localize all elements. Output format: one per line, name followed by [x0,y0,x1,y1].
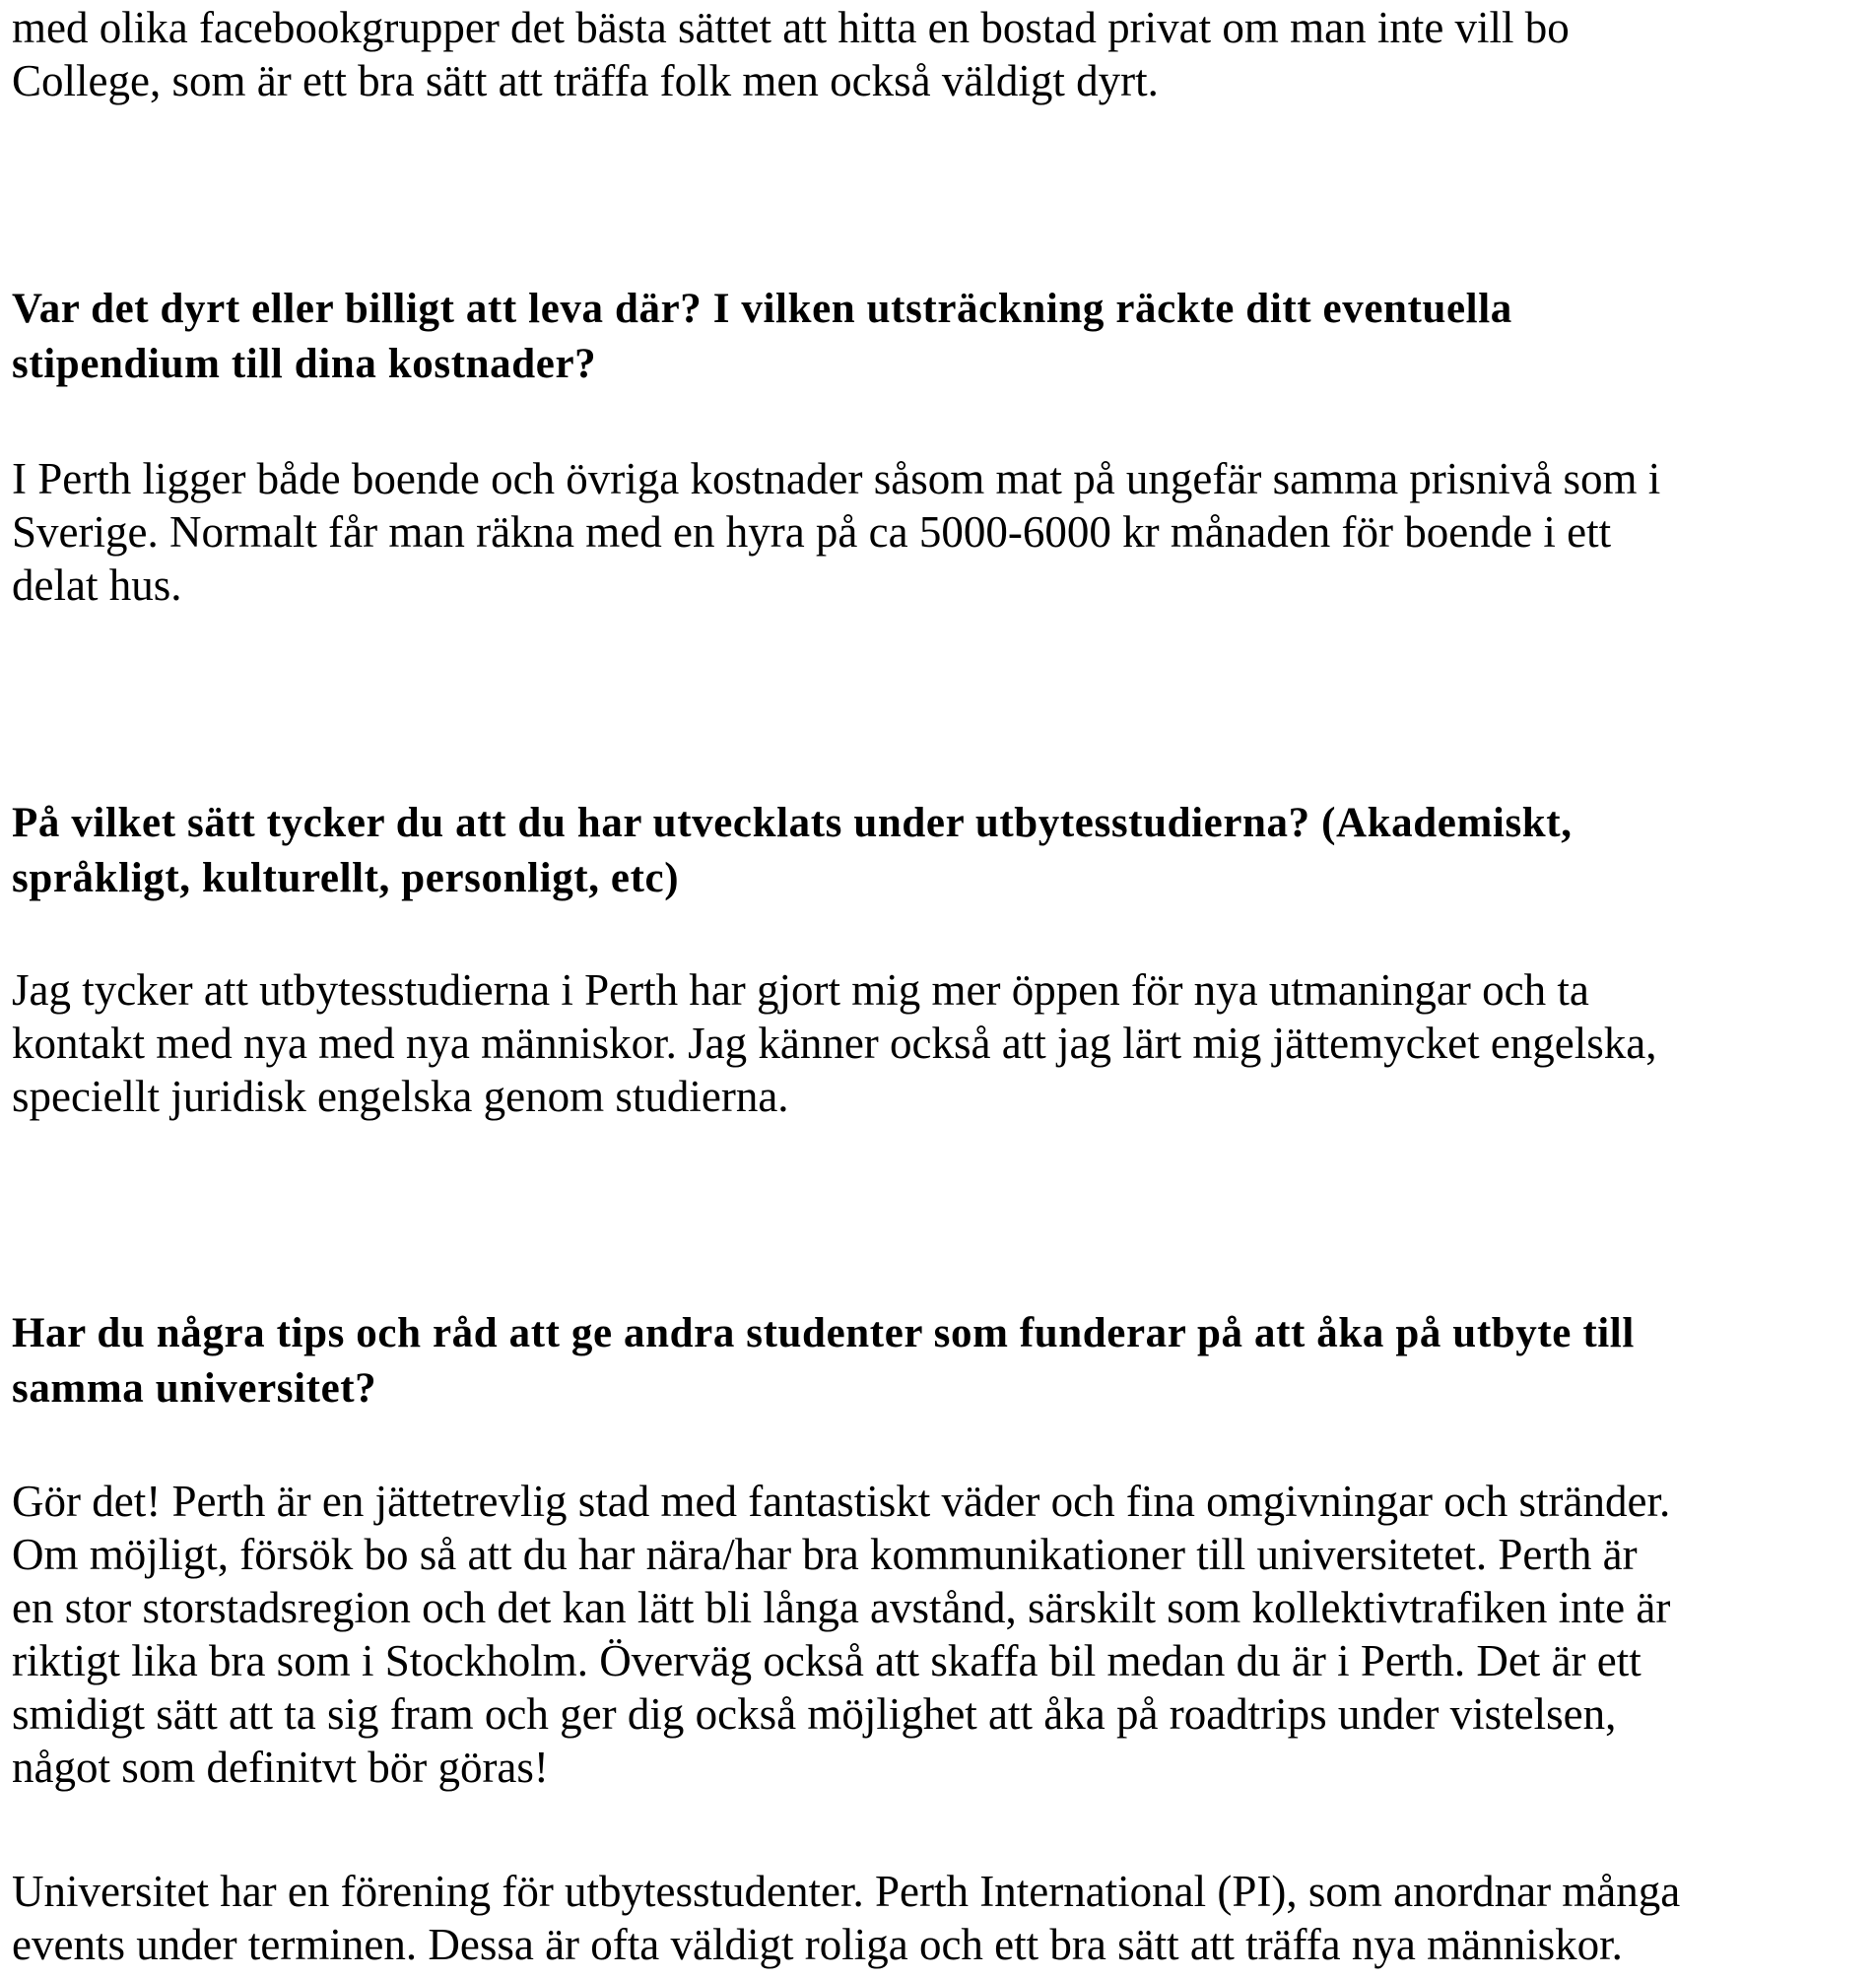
text-line: en stor storstadsregion och det kan lätt bli långa avstånd, särskilt som kollektivtrafiken inte är [12,1583,1671,1632]
text-line: smidigt sätt att ta sig fram och ger dig också möjlighet att åka på roadtrips under vistelsen, [12,1689,1617,1739]
text-line: samma universitet? [12,1365,377,1412]
question-personal-development [12,796,1573,906]
text-line: speciellt juridisk engelska genom studierna. [12,1072,789,1121]
text-line: med olika facebookgrupper det bästa sättet att hitta en bostad privat om man inte vill bo [12,3,1570,52]
text-line: delat hus. [12,560,182,610]
question-tips-and-advice [12,1306,1635,1417]
answer-personal-development [12,963,1657,1123]
answer-exchange-association [12,1865,1680,1971]
question-cost-of-living [12,282,1512,392]
text-line: Jag tycker att utbytesstudierna i Perth har gjort mig mer öppen för nya utmaningar och ta [12,965,1589,1015]
text-line: språkligt, kulturellt, personligt, etc) [12,855,680,901]
text-line: riktigt lika bra som i Stockholm. Överväg också att skaffa bil medan du är i Perth. Det är ett [12,1636,1642,1685]
text-line: Om möjligt, försök bo så att du har nära/har bra kommunikationer till universitetet. Perth är [12,1530,1638,1579]
text-line: Sverige. Normalt får man räkna med en hyra på ca 5000-6000 kr månaden för boende i ett [12,507,1612,557]
text-line: På vilket sätt tycker du att du har utvecklats under utbytesstudierna? (Akademiskt, [12,800,1573,846]
text-line: något som definitvt bör göras! [12,1743,549,1792]
text-line: I Perth ligger både boende och övriga kostnader såsom mat på ungefär samma prisnivå som i [12,454,1661,503]
text-line: events under terminen. Dessa är ofta väldigt roliga och ett bra sätt att träffa nya människor. [12,1920,1623,1969]
text-line: Var det dyrt eller billigt att leva där? I vilken utsträckning räckte ditt eventuella [12,286,1512,332]
text-line: Universitet har en förening för utbytesstudenter. Perth International (PI), som anordnar många [12,1867,1681,1916]
text-line: Gör det! Perth är en jättetrevlig stad med fantastiskt väder och fina omgivningar och stränder. [12,1477,1671,1526]
answer-cost-of-living [12,452,1660,612]
answer-tips-and-advice [12,1475,1670,1794]
answer-housing-end [12,1,1570,107]
text-line: kontakt med nya med nya människor. Jag känner också att jag lärt mig jättemycket engelska, [12,1019,1657,1068]
text-line: stipendium till dina kostnader? [12,341,597,387]
text-line: Har du några tips och råd att ge andra studenter som funderar på att åka på utbyte till [12,1310,1635,1356]
text-line: College, som är ett bra sätt att träffa folk men också väldigt dyrt. [12,56,1159,105]
